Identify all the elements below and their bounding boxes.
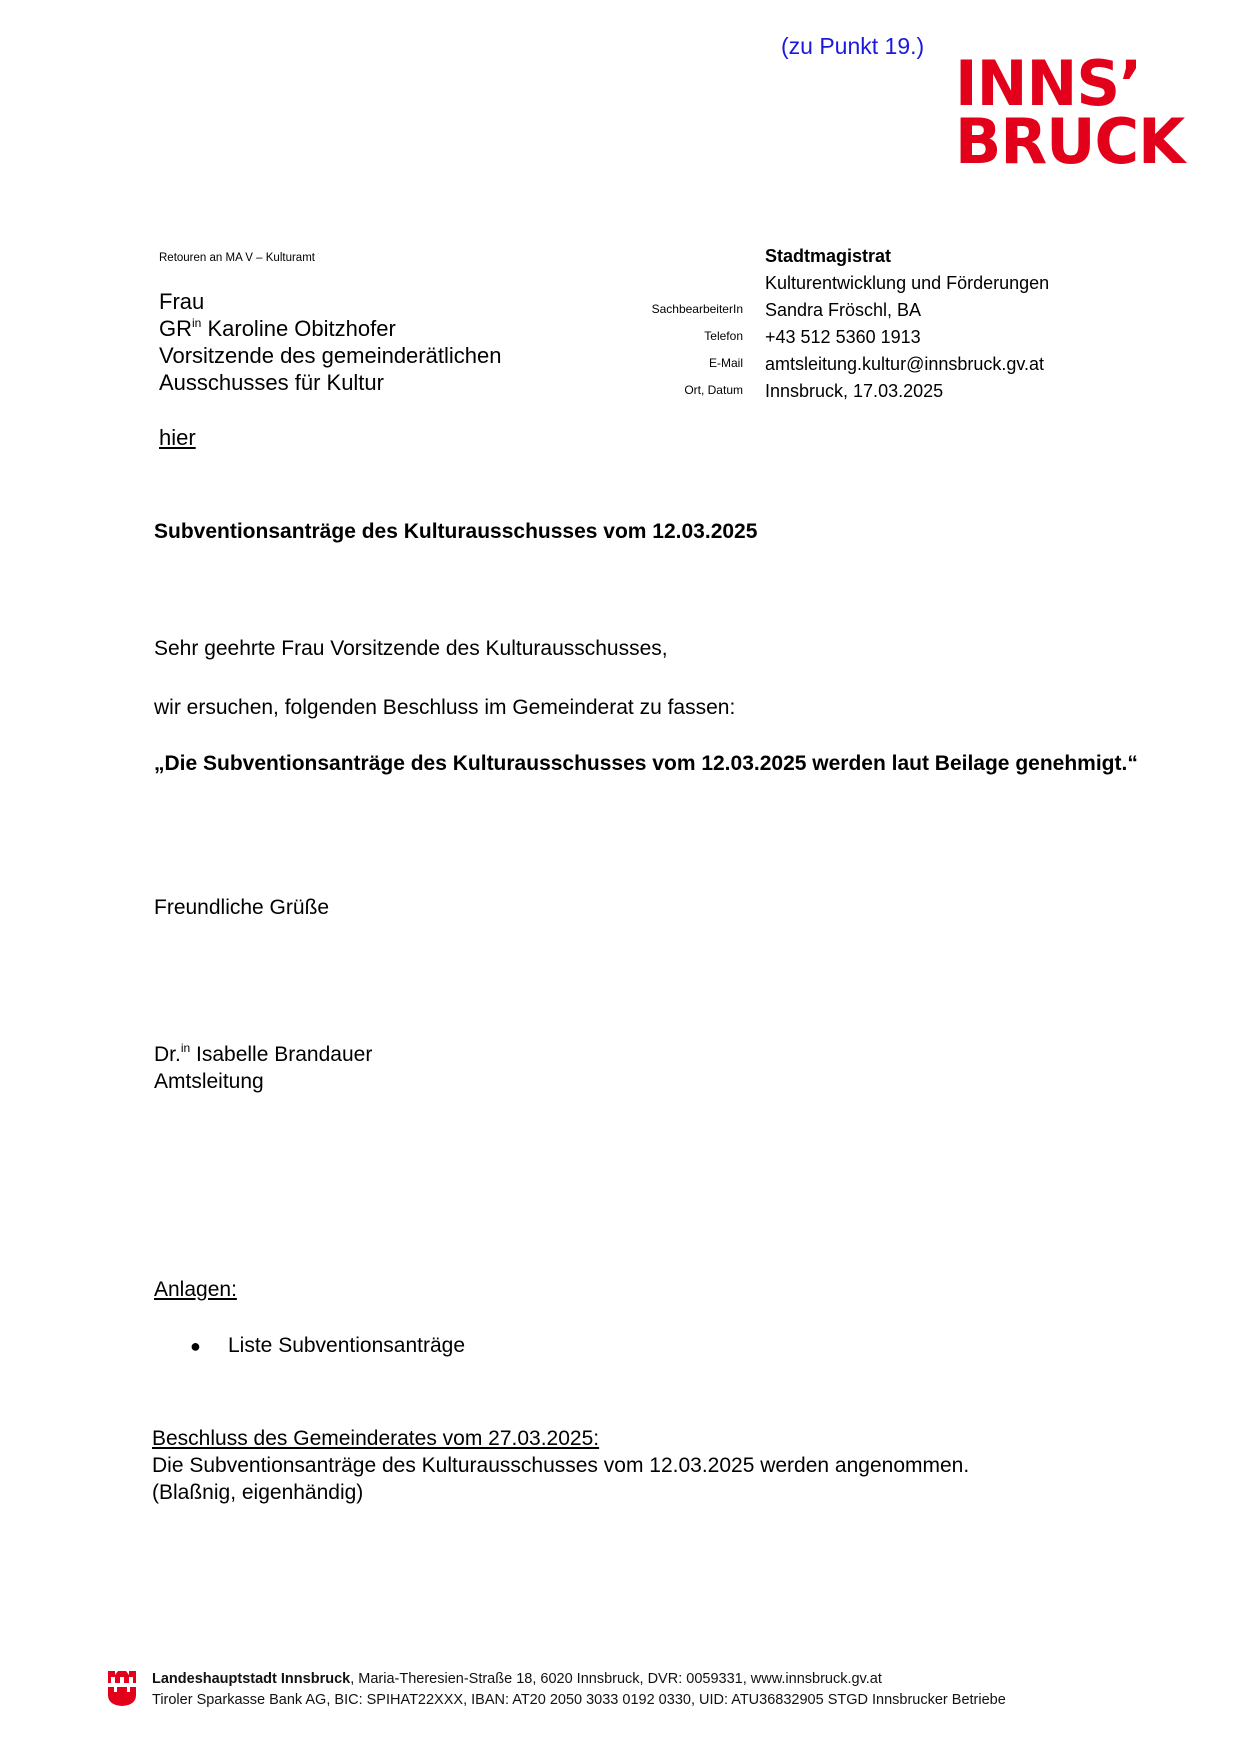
recipient-role-2: Ausschusses für Kultur xyxy=(159,370,384,395)
recipient-title-suffix: in xyxy=(192,316,202,330)
recipient-role-1: Vorsitzende des gemeinderätlichen xyxy=(159,343,502,368)
letter-salutation: Sehr geehrte Frau Vorsitzende des Kulturausschusses, xyxy=(154,637,668,660)
signer-name-text: Isabelle Brandauer xyxy=(190,1043,373,1066)
decision-text: Die Subventionsanträge des Kulturausschusses vom 12.03.2025 werden angenommen. xyxy=(152,1454,970,1477)
return-address: Retouren an MA V – Kulturamt xyxy=(159,252,315,264)
council-decision xyxy=(152,1425,969,1506)
case-worker: Sandra Fröschl, BA xyxy=(765,300,922,320)
label-phone: Telefon xyxy=(704,329,743,343)
attachment-item xyxy=(190,1334,465,1358)
signer-title: Dr. xyxy=(154,1043,181,1066)
recipient-name xyxy=(159,315,501,342)
logo-line-1: INNS’ xyxy=(955,47,1142,120)
email-address[interactable]: amtsleitung.kultur@innsbruck.gv.at xyxy=(765,354,1045,374)
decision-heading: Beschluss des Gemeinderates vom 27.03.2025: xyxy=(152,1427,600,1450)
decision-note: (Blaßnig, eigenhändig) xyxy=(152,1481,364,1504)
resolution-text: „Die Subventionsanträge des Kulturausschusses vom 12.03.2025 werden laut Beilage genehmigt.“ xyxy=(154,752,1138,775)
sender-org: Stadtmagistrat xyxy=(765,246,892,266)
label-case-worker: SachbearbeiterIn xyxy=(651,302,743,316)
sender-department: Kulturentwicklung und Förderungen xyxy=(765,273,1050,293)
request-text: wir ersuchen, folgenden Beschluss im Gemeinderat zu fassen: xyxy=(154,696,736,719)
signer-role: Amtsleitung xyxy=(154,1070,264,1093)
sender-labels xyxy=(600,240,743,402)
recipient-name-text: Karoline Obitzhofer xyxy=(201,316,396,341)
signer-name xyxy=(154,1041,372,1068)
label-place-date: Ort, Datum xyxy=(684,383,743,397)
subject-line: Subventionsanträge des Kulturausschusses vom 12.03.2025 xyxy=(154,520,758,543)
phone-number: +43 512 5360 1913 xyxy=(765,327,921,347)
attachment-item-label: Liste Subventionsanträge xyxy=(228,1334,465,1357)
innsbruck-bridge-crest-icon xyxy=(107,1669,137,1707)
bullet-icon: ● xyxy=(190,1336,201,1356)
recipient-salutation: Frau xyxy=(159,289,205,314)
closing-greeting: Freundliche Grüße xyxy=(154,896,330,919)
signature-block xyxy=(154,1041,372,1095)
footer-line-2: Tiroler Sparkasse Bank AG, BIC: SPIHAT22XXX, IBAN: AT20 2050 3033 0192 0330, UID: ATU36832905 STGD Innsbrucker Betriebe xyxy=(152,1692,1006,1708)
recipient-title: GR xyxy=(159,316,192,341)
footer xyxy=(152,1669,1006,1711)
signer-title-suffix: in xyxy=(180,1041,191,1055)
attachments-heading: Anlagen: xyxy=(154,1278,237,1301)
footer-address: , Maria-Theresien-Straße 18, 6020 Innsbruck, DVR: 0059331, www.innsbruck.gv.at xyxy=(350,1671,882,1687)
attachments-list xyxy=(190,1334,465,1358)
label-email: E-Mail xyxy=(708,356,743,370)
footer-line-1 xyxy=(152,1669,1006,1690)
place-date: Innsbruck, 17.03.2025 xyxy=(765,381,944,401)
logo-line-2: BRUCK xyxy=(955,105,1185,178)
recipient-address xyxy=(159,288,501,396)
footer-org: Landeshauptstadt Innsbruck xyxy=(152,1671,351,1687)
hier-label: hier xyxy=(159,425,196,450)
sender-block xyxy=(765,243,1049,405)
agenda-reference: (zu Punkt 19.) xyxy=(781,33,925,59)
innsbruck-logo xyxy=(955,47,1195,178)
